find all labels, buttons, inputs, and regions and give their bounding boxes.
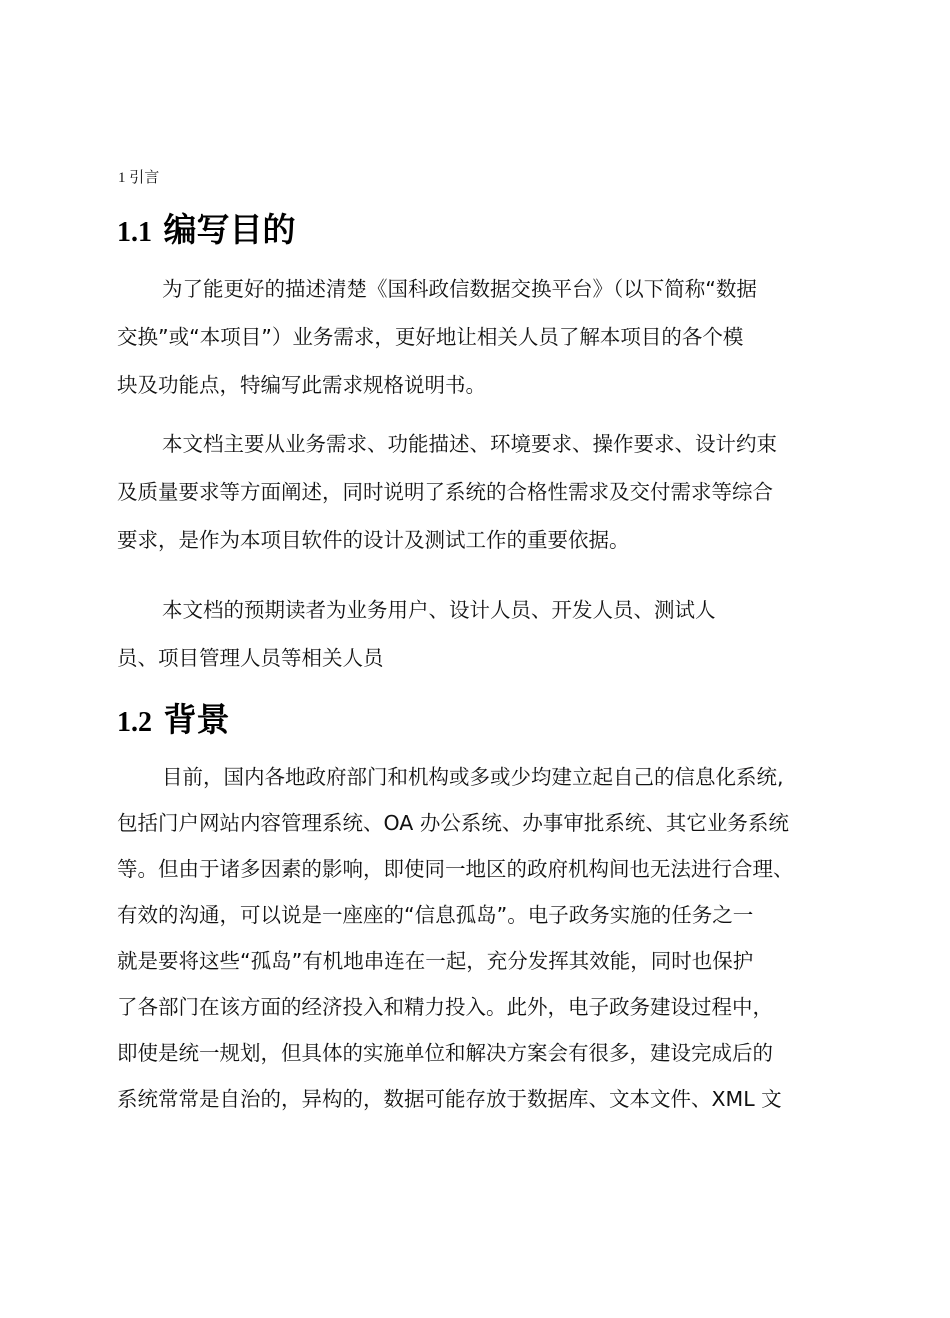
paragraph-background	[117, 765, 833, 1133]
text-line: 即使是统一规划，但具体的实施单位和解决方案会有很多，建设完成后的	[117, 1041, 773, 1065]
text-line: 等。但由于诸多因素的影响，即使同一地区的政府机构间也无法进行合理、	[117, 857, 794, 881]
paragraph-purpose	[117, 277, 833, 421]
text-line: 及质量要求等方面阐述，同时说明了系统的合格性需求及交付需求等综合	[117, 480, 773, 504]
text-line: 就是要将这些“孤岛”有机地串连在一起，充分发挥其效能，同时也保护	[117, 949, 754, 973]
section-number: 1.1	[117, 217, 152, 248]
section-heading-purpose	[117, 210, 296, 253]
chapter-heading: 1 引言	[118, 170, 160, 186]
text-line: 员、项目管理人员等相关人员	[117, 646, 384, 670]
text-line: 块及功能点，特编写此需求规格说明书。	[117, 373, 486, 397]
text-line: 为了能更好的描述清楚《国科政信数据交换平台》（以下简称“数据	[162, 277, 757, 301]
section-heading-background	[117, 700, 230, 743]
section-number: 1.2	[117, 707, 152, 738]
text-line: 目前，国内各地政府部门和机构或多或少均建立起自己的信息化系统,	[162, 765, 784, 789]
text-line: 本文档的预期读者为业务用户、设计人员、开发人员、测试人	[162, 598, 716, 622]
paragraph-readers	[117, 598, 833, 694]
section-title: 背景	[163, 700, 230, 739]
section-title: 编写目的	[163, 210, 296, 249]
text-line: 包括门户网站内容管理系统、OA 办公系统、办事审批系统、其它业务系统	[117, 811, 789, 835]
paragraph-scope	[117, 432, 833, 576]
text-line: 要求，是作为本项目软件的设计及测试工作的重要依据。	[117, 528, 630, 552]
text-line: 了各部门在该方面的经济投入和精力投入。此外，电子政务建设过程中，	[117, 995, 773, 1019]
text-line: 系统常常是自治的，异构的，数据可能存放于数据库、文本文件、XML 文	[117, 1087, 782, 1111]
text-line: 交换”或“本项目”）业务需求，更好地让相关人员了解本项目的各个模	[117, 325, 744, 349]
text-line: 本文档主要从业务需求、功能描述、环境要求、操作要求、设计约束	[162, 432, 777, 456]
text-line: 有效的沟通，可以说是一座座的“信息孤岛”。电子政务实施的任务之一	[117, 903, 754, 927]
